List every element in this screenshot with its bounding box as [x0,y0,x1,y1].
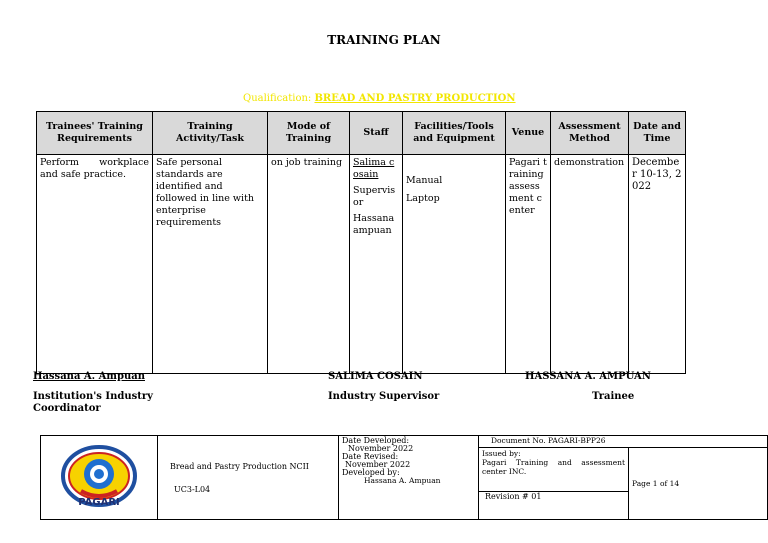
date-developed-label: Date Developed: [342,436,410,445]
cell-mode: on job training [268,155,350,374]
header-mode: Mode of Training [268,112,350,155]
cell-date: December 10-13, 2022 [629,155,686,374]
date-revised: November 2022 [345,460,411,469]
supervisor-role: Industry Supervisor [328,391,440,402]
header-venue: Venue [506,112,551,155]
cell-requirements: Perform workplace and safe practice. [37,155,153,374]
trainee-role: Trainee [592,391,635,402]
logo-text: PAGARI [78,496,120,508]
pagari-logo [59,443,139,511]
issued-by: Pagari Training and assessment center INC. [482,458,625,476]
date-developed: November 2022 [348,444,414,453]
facility-item-1: Manual [406,175,443,186]
supervisor-name: SALIMA COSAIN [328,371,423,382]
cell-activity: Safe personal standards are identified and followed in line with enterprise requirements [153,155,268,374]
course-cell [158,436,339,520]
coordinator-role: Institution's Industry Coordinator [33,391,153,414]
coordinator-name: Hassana A. Ampuan [33,371,145,382]
header-requirements: Trainees' Training Requirements [37,112,153,155]
logo-cell [41,436,158,520]
revision: Revision # 01 [479,492,629,520]
document-footer [40,435,768,520]
facility-item-2: Laptop [406,193,440,204]
staff-name-1: Salima cosain [353,157,395,180]
course-title: Bread and Pastry Production NCII [170,461,309,471]
table-row [37,155,686,374]
header-date: Date and Time [629,112,686,155]
document-title: TRAINING PLAN [327,33,441,47]
dates-cell [339,436,479,520]
cell-venue: Pagari training assessment center [506,155,551,374]
header-staff: Staff [350,112,403,155]
staff-role: Supervisor [353,185,396,208]
header-facilities: Facilities/Tools and Equipment [403,112,506,155]
training-plan-table [36,111,686,374]
header-activity: Training Activity/Task [153,112,268,155]
qualification-label: Qualification: [243,93,312,104]
cell-facilities [403,155,506,374]
document-no: Document No. PAGARI-BPP26 [479,436,768,448]
issued-by-label: Issued by: [482,449,521,458]
staff-name-2: Hassana ampuan [353,213,395,236]
issued-cell [479,448,629,492]
page-number: Page 1 of 14 [629,448,768,520]
qualification-value: BREAD AND PASTRY PRODUCTION [314,93,516,104]
developed-by-label: Developed by: [342,468,400,477]
cell-staff [350,155,403,374]
date-revised-label: Date Revised: [342,452,399,461]
qualification-line [243,93,516,104]
cell-assessment: demonstration [551,155,629,374]
table-header-row [37,112,686,155]
developed-by: Hassana A. Ampuan [364,476,441,485]
course-code: UC3-L04 [174,484,211,494]
header-assessment: Assessment Method [551,112,629,155]
trainee-name: HASSANA A. AMPUAN [525,371,651,382]
